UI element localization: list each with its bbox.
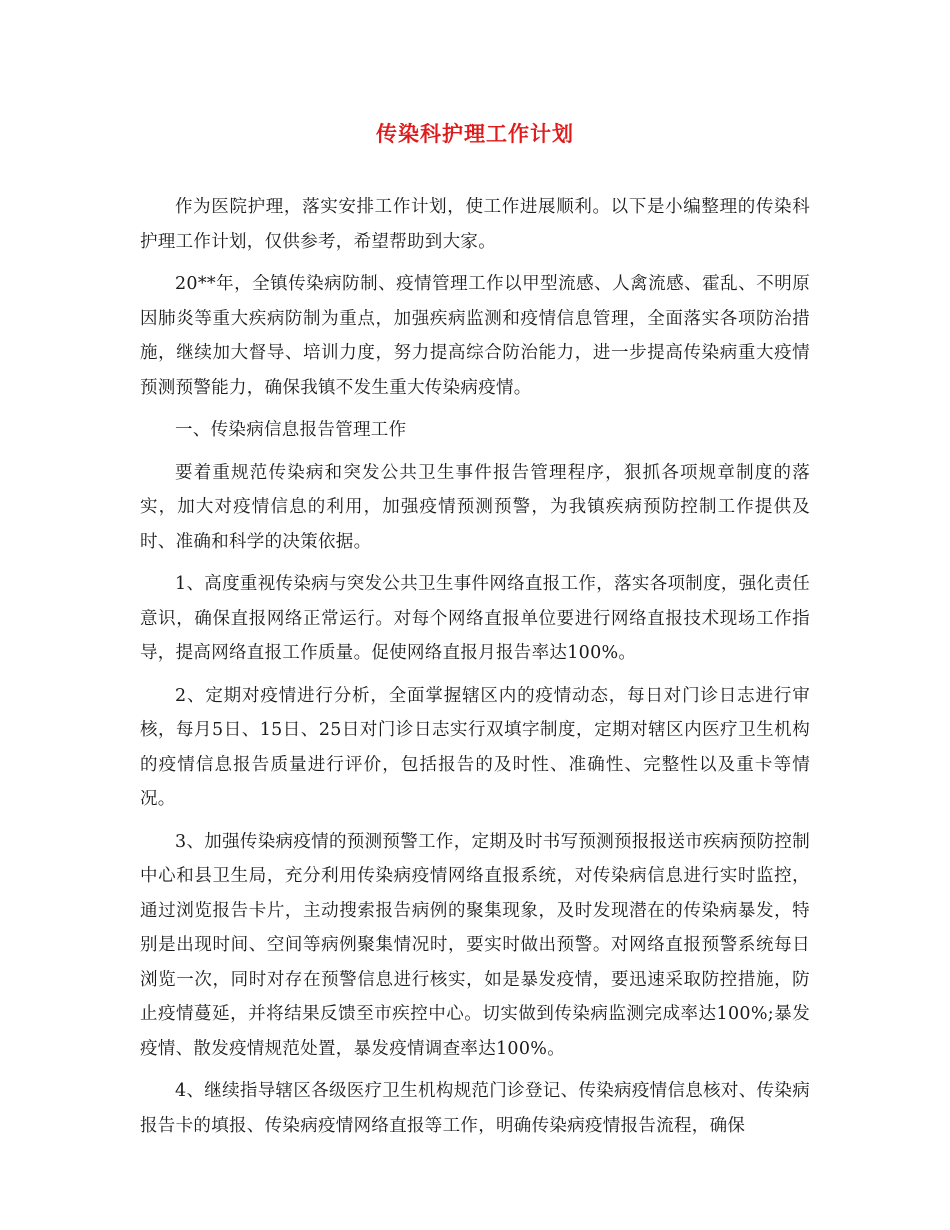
paragraph-item-4: 4、继续指导辖区各级医疗卫生机构规范门诊登记、传染病疫情信息核对、传染病报告卡的填报、传染病疫情网络直报等工作，明确传染病疫情报告流程，确保: [140, 1081, 810, 1136]
paragraph-item-3: 3、加强传染病疫情的预测预警工作，定期及时书写预测预报报送市疾病预防控制中心和县卫生局，充分利用传染病疫情网络直报系统，对传染病信息进行实时监控，通过浏览报告卡片，主动搜索报告病例的聚集现象，及时发现潜在的传染病暴发，特别是出现时间、空间等病例聚集情况时，要实时做出预警。对网络直报预警系统每日浏览一次，同时对存在预警信息进行核实，如是暴发疫情，要迅速采取防控措施，防止疫情蔓延，并将结果反馈至市疾控中心。切实做到传染病监测完成率达100%;暴发疫情、散发疫情规范处置，暴发疫情调查率达100%。: [140, 831, 810, 1059]
paragraph-intro: 作为医院护理，落实安排工作计划，使工作进展顺利。以下是小编整理的传染科护理工作计划，仅供参考，希望帮助到大家。: [140, 197, 810, 252]
paragraph-item-1: 1、高度重视传染病与突发公共卫生事件网络直报工作，落实各项制度，强化责任意识，确保直报网络正常运行。对每个网络直报单位要进行网络直报技术现场工作指导，提高网络直报工作质量。促使网络直报月报告率达100%。: [140, 574, 810, 663]
section-heading-1: 一、传染病信息报告管理工作: [175, 420, 407, 440]
paragraph-section-1-intro: 要着重规范传染病和突发公共卫生事件报告管理程序，狠抓各项规章制度的落实，加大对疫情信息的利用，加强疫情预测预警，为我镇疾病预防控制工作提供及时、准确和科学的决策依据。: [140, 462, 810, 552]
paragraph-overview: 20**年，全镇传染病防制、疫情管理工作以甲型流感、人禽流感、霍乱、不明原因肺炎等重大疾病防制为重点，加强疾病监测和疫情信息管理，全面落实各项防治措施，继续加大督导、培训力度，努力提高综合防治能力，进一步提高传染病重大疫情预测预警能力，确保我镇不发生重大传染病疫情。: [140, 274, 810, 398]
paragraph-item-2: 2、定期对疫情进行分析，全面掌握辖区内的疫情动态，每日对门诊日志进行审核，每月5日、15日、25日对门诊日志实行双填字制度，定期对辖区内医疗卫生机构的疫情信息报告质量进行评价，包括报告的及时性、准确性、完整性以及重卡等情况。: [140, 685, 810, 809]
document-title: 传染科护理工作计划: [376, 121, 574, 146]
